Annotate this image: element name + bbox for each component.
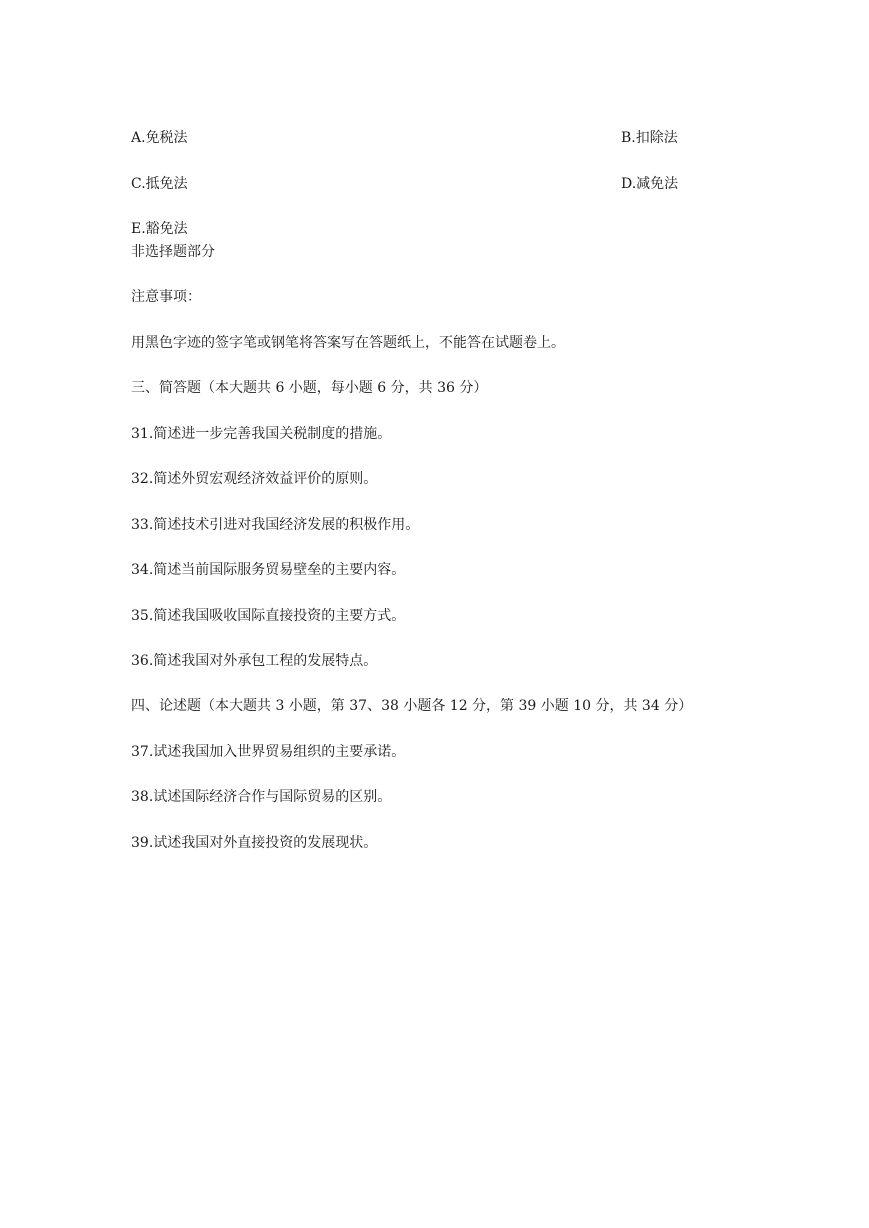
notice-title: 注意事项： <box>131 289 201 305</box>
option-d: D.减免法 <box>621 176 679 192</box>
section3-heading: 三、简答题（本大题共 6 小题，每小题 6 分，共 36 分） <box>131 380 488 396</box>
question-39: 39.试述我国对外直接投资的发展现状。 <box>131 835 378 851</box>
option-e: E.豁免法 <box>131 221 188 237</box>
option-a: A.免税法 <box>131 130 188 146</box>
question-31: 31.简述进一步完善我国关税制度的措施。 <box>131 426 392 442</box>
question-35: 35.简述我国吸收国际直接投资的主要方式。 <box>131 608 406 624</box>
question-38: 38.试述国际经济合作与国际贸易的区别。 <box>131 789 392 805</box>
question-32: 32.简述外贸宏观经济效益评价的原则。 <box>131 471 378 487</box>
question-36: 36.简述我国对外承包工程的发展特点。 <box>131 653 378 669</box>
option-b: B.扣除法 <box>621 130 678 146</box>
question-37: 37.试述我国加入世界贸易组织的主要承诺。 <box>131 744 406 760</box>
question-34: 34.简述当前国际服务贸易壁垒的主要内容。 <box>131 562 406 578</box>
option-c: C.抵免法 <box>131 176 188 192</box>
section4-heading: 四、论述题（本大题共 3 小题，第 37、38 小题各 12 分，第 39 小题 10 分，共 34 分） <box>131 698 693 714</box>
section-nonchoice-title: 非选择题部分 <box>131 244 215 260</box>
notice-text: 用黑色字迹的签字笔或钢笔将答案写在答题纸上，不能答在试题卷上。 <box>131 335 565 351</box>
question-33: 33.简述技术引进对我国经济发展的积极作用。 <box>131 517 420 533</box>
